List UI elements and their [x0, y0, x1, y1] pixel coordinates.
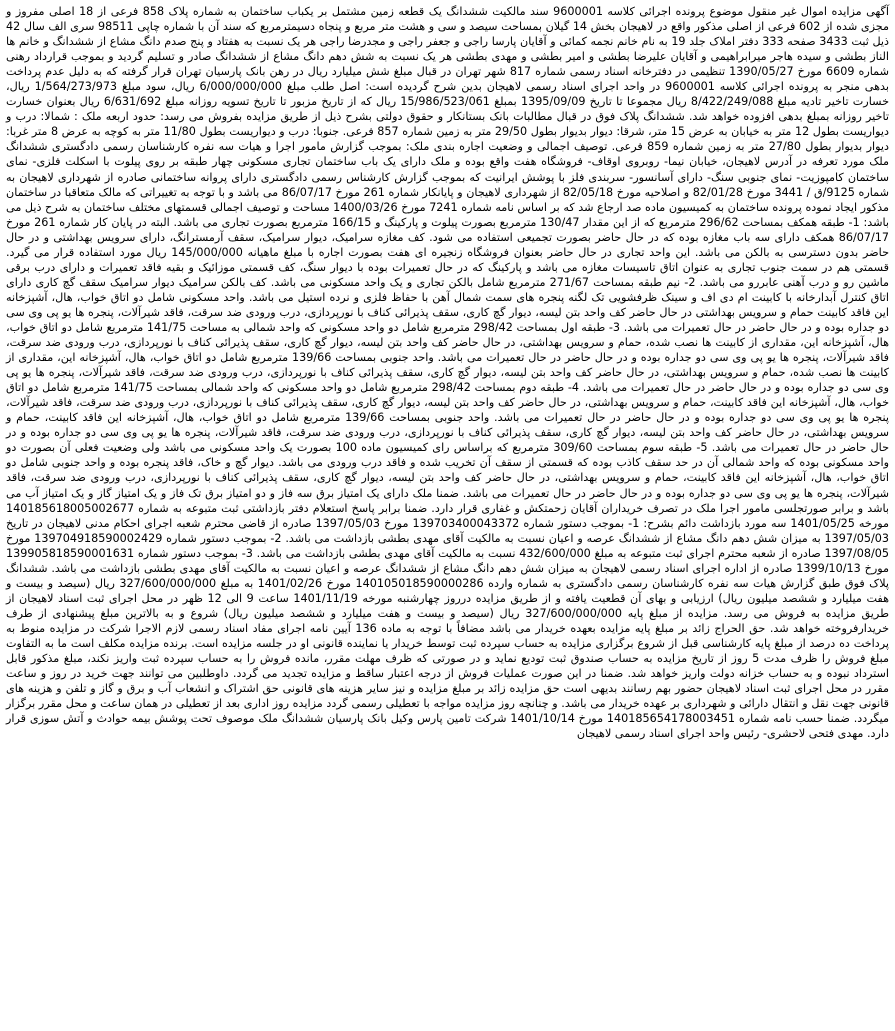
- auction-notice-text: آگهی مزایده اموال غیر منقول موضوع پرونده اجرائی کلاسه 9600001 سند مالکیت ششدانگ یک قطعه زمین مشتمل بر یکباب ساختمان به شماره پلاک 858 فرعی از 18 اصلی مفروز و مجزی شده از 602 فرعی از اصلی مذکور واقع در لاهیجان بخش 14 گیلان بمساحت سیصد و سی و هشت متر مربع و پنجاه دسیمترمربع که سند آن با شماره چاپی 98511 سری الف سال 42 ذیل ثبت 3433 صفحه 333 دفتر املاک جلد 19 به نام خانم نجمه کمائی و آقایان پارسا راجی و جعفر راجی و مجدرضا راجی هر یک نسبت به هفتاد و پنج صدم دانگ مشاع از ششدانگ و خانم ها الناز بطشی و سیده هاجر میرابراهیمی و آقایان علیرضا بطشی و امیر بطشی و مهدی بطشی هر یک نسبت به شش دهم دانگ مشاع از ششدانگ صادر و تسلیم گردید و بموجب قرارداد رهنی شماره 6609 مورخ 1390/05/27 تنظیمی در دفترخانه اسناد رسمی شماره 817 شهر تهران در قبال مبلغ شش میلیارد ریال در رهن بانک پارسیان تهران قرار گرفته که به دلیل عدم پرداخت بدهی منجر به پرونده اجرائی کلاسه 9600001 در واحد اجرای اسناد رسمی لاهیجان بدین شرح گردیده است: اصل طلب مبلغ 6/000/000/000 ریال، سود مبلغ 1/564/273/973 ریال، خسارت تاخیر تادیه مبلغ 8/422/249/088 ریال مجموعا تا تاریخ 1395/09/09 بمبلغ 15/986/523/061 ریال که از تاریخ مزبور تا تاریخ تسویه روزانه مبلغ 6/631/692 ریال بعنوان خسارت تاخیر روزانه بمبلغ بدهی افزوده خواهد شد. ششدانگ پلاک فوق در قبال مطالبات بانک بستانکار و حقوق دولتی بشرح ذیل از طریق مزایده بفروش می رسد: حدود اربعه ملک : شمالا: درب و دیواریست بطول 12 متر به خیابان به عرض 15 متر، شرقا: دیوار بدیوار بطول 29/50 متر به زمین شماره 857 فرعی. جنوبا: درب و دیواریست بطول 11/80 متر به کوچه به عرض 8 متر غربا: دیوار بدیوار بطول 27/80 متر به زمین شماره 859 فرعی. توصیف اجمالی و وضعیت اجاره بندی ملک: بموجب گزارش مامور اجرا و هیات سه نفره کارشناسان رسمی دادگستری ششدانگ ملک مورد تعرفه در آدرس لاهیجان، خیابان نیما- روبروی اوقاف- فروشگاه هفت واقع بوده و ملک دارای یک باب ساختمان تجاری مسکونی چهار طبقه بر روی پیلوت با اسکلت فلزی- نمای ساختمان کامپوزیت- نمای جنوبی سنگ- دارای آسانسور- سربندی فلز با پوشش ایرانیت که بموجب گزارش کارشناس رسمی دادگستری دارای پروانه ساختمانی صادره از شهرداری لاهیجان به شماره 9125/ق / 3441 مورخ 82/01/28 و اصلاحیه مورخ 82/05/18 از شهرداری لاهیجان و پایانکار شماره 261 مورخ 86/07/17 می باشد و با توجه به تغییراتی که مالک متعاقبا در ساختمان مذکور ایجاد نموده پرونده ساختمان به کمیسیون ماده صد ارجاع شد که بر اساس نامه شماره 7241 مورخ 1400/03/26 مساحت و توصیف اجمالی قسمتهای مختلف ساختمان به شرح ذیل می باشد: 1- طبقه همکف بمساحت 296/62 مترمربع که از این مقدار 130/47 مترمربع بصورت پیلوت و پارکینگ و 166/15 مترمربع بصورت تجاری می باشد. البته در پایان کار شماره 261 مورخ 86/07/17 همکف دارای سه باب مغازه بوده که در حال حاضر بصورت تجمیعی استفاده می شود. کف مغازه سرامیک، دیوار سرامیک، سقف آرمسترانگ، دارای سرویس بهداشتی و در حال حاضر بدون دسترسی به بالکن می باشد. این واحد تجاری در حال حاضر بعنوان فروشگاه زنجیره ای هفت بصورت اجاره با مبلغ ماهیانه 145/000/000 ریال مورد استفاده قرار می گیرد. قسمتی هم در سمت جنوب تجاری به عنوان اتاق تاسیسات مغازه می باشد و پارکینگ که در حال تعمیرات بوده با دیوار سنگ، کف قسمتی موزائیک و بقیه فاقد تعمیرات و دارای درب برقی ماشین رو و درب آهنی عابررو می باشد. 2- نیم طبقه بمساحت 271/67 مترمربع شامل بالکن تجاری و یک واحد مسکونی می باشد. کف بالکن سرامیک دیوار سرامیک سقف گچ کاری دارای اتاق کنترل آبدارخانه با کابینت ام دی اف و سینک ظرفشویی تک لگنه پنجره های سمت شمال آهن با حفاظ فلزی و نرده استیل می باشد. واحد مسکونی شامل دو اتاق خواب، هال، آشپزخانه این فاقد کابینت حمام و سرویس بهداشتی در حال حاضر کف واحد بتن لیسه، دیوار گچ کاری، سقف پذیرائی کناف با نورپردازی، درب ورودی ضد سرقت، فاقد شیرآلات، پنجره ها یو پی وی سی دو جداره بوده و در حال حاضر در حال تعمیرات می باشد. 3- طبقه اول بمساحت 298/42 مترمربع شامل دو واحد مسکونی که واحد شمالی به مساحت 141/75 مترمربع شامل دو اتاق خواب، هال، آشپزخانه این، مقداری از کابینت ها نصب شده، حمام و سرویس بهداشتی، در حال حاضر کف واحد بتن لیسه، دیوار گچ کاری، سقف پذیرائی کناف با نورپردازی، درب ورودی ضد سرقت، فاقد شیرآلات، پنجره ها یو پی وی سی دو جداره بوده و در حال حاضر در حال تعمیرات می باشد. واحد جنوبی بمساحت 139/66 مترمربع شامل دو اتاق خواب، هال، آشپزخانه این، مقداری از کابینت ها نصب شده، حمام و سرویس بهداشتی، در حال حاضر کف واحد بتن لیسه، دیوار گچ کاری، سقف پذیرائی کناف با نورپردازی، درب ورودی ضد سرقت، فاقد شیرآلات، پنجره ها یو پی وی سی دو جداره بوده و در حال حاضر در حال تعمیرات می باشد. 4- طبقه دوم بمساحت 298/42 مترمربع شامل دو واحد مسکونی که واحد شمالی بمساحت 141/75 مترمربع شامل دو اتاق خواب، هال، آشپزخانه این فاقد کابینت، حمام و سرویس بهداشتی، در حال حاضر کف واحد بتن لیسه، دیوار گچ کاری، سقف پذیرائی کناف با نورپردازی، درب ورودی ضد سرقت، فاقد شیرآلات، پنجره ها یو پی وی سی دو جداره بوده و در حال حاضر در حال تعمیرات می باشد. واحد جنوبی بمساحت 139/66 مترمربع شامل دو اتاق خواب، هال، آشپزخانه این فاقد کابینت، حمام و سرویس بهداشتی، در حال حاضر کف واحد بتن لیسه، دیوار گچ کاری، سقف پذیرائی کناف با نورپردازی، درب ورودی ضد سرقت، فاقد شیرآلات، پنجره ها یو پی وی سی دو جداره بوده و در حال حاضر در حال تعمیرات می باشد. 5- طبقه سوم بمساحت 309/60 مترمربع که براساس رای کمیسیون ماده 100 بصورت یک واحد مسکونی می باشد ولی وضعیت فعلی آن بصورت دو واحد مسکونی بوده که واحد شمالی آن در حد سقف کاذب بوده که قسمتی از سقف آن تخریب شده و فاقد درب ورودی می باشد. دیوار گچ و خاک، فاقد پنجره بوده و واحد جنوبی شامل دو اتاق خواب، هال، آشپزخانه این فاقد کابینت، حمام و سرویس بهداشتی، در حال حاضر کف واحد بتن لیسه، دیوار گچ کاری، سقف پذیرائی کناف با نورپردازی، درب ورودی ضد سرقت، فاقد شیرآلات، پنجره ها یو پی وی سی دو جداره بوده و در حال حاضر در حال تعمیرات می باشد. ضمنا ملک دارای یک امتیاز برق سه فاز و دو امتیاز برق تک فاز و یک امتیاز گاز و یک امتیاز آب می باشد و برابر صورتجلسی مامور اجرا ملک در تصرف خریداران آقایان زحمتکش و غفاری قرار دارد. ضمنا برابر پاسخ استعلام دفتر بازداشتی ثبت متبوعه به شماره 140185618005002677 مورخه 1401/05/25 سه مورد بازداشت دائم بشرح: 1- بموجب دستور شماره 139703400043372 مورخ 1397/05/03 صادره از قاضی محترم شعبه اجرای احکام مدنی لاهیجان در تاریخ 1397/05/03 به میزان شش دهم دانگ مشاع از ششدانگ عرصه و اعیان نسبت به مالکیت آقای مهدی بطشی بازداشت می باشد. 2- بموجب دستور شماره 139704918590002429 مورخ 1397/08/05 صادره از شعبه محترم اجرای ثبت متبوعه به مبلغ 432/600/000 نسبت به مالکیت آقای مهدی بطشی بازداشت می باشد. 3- بموجب دستور شماره 139905818590001631 مورخ 1399/10/13 صادره از اداره اجرای اسناد رسمی لاهیجان به میزان شش دهم دانگ مشاع از ششدانگ عرصه و اعیان نسبت به مالکیت آقای مهدی بطشی بازداشت می باشد. ششدانگ پلاک فوق طبق گزارش هیات سه نفره کارشناسان رسمی دادگستری به شماره وارده 140105018590000286 مورخ 1401/02/26 به مبلغ 327/600/000/000 ریال (سیصد و بیست و هفت میلیارد و ششصد میلیون ریال) ارزیابی و بهای آن قطعیت یافته و از طریق مزایده درروز چهارشنبه مورخه 1401/11/19 ساعت 9 الی 12 ظهر در محل اجرای ثبت اسناد لاهیجان از طریق مزایده به فروش می رسد. مزایده از مبلغ پایه 327/600/000/000 ریال (سیصد و بیست و هفت میلیارد و ششصد میلیون ریال) شروع و به بالاترین مبلغ پیشنهادی از طرف خریدارفروخته خواهد شد. حق الحراج زائد بر مبلغ پایه مزایده بعهده خریدار می باشد مضافاً با توجه به ماده 136 آیین نامه اجرای مفاد اسناد رسمی لازم الاجرا شرکت در مزایده منوط به پرداخت ده درصد از مبلغ پایه کارشناسی قبل از شروع برگزاری مزایده به حساب سپرده ثبت توسط خریدار یا نماینده قانونی او در جلسه مزایده است. برنده مزایده مکلف است ما به التفاوت مبلغ فروش را ظرف مدت 5 روز از تاریخ مزایده به حساب صندوق ثبت تودیع نماید و در صورتی که ظرف مهلت مقرر، مانده فروش را به حساب سپرده ثبت واریز نکند، مبلغ مذکور قابل استرداد نبوده و به حساب خزانه دولت واریز خواهد شد. ضمنا در این صورت عملیات فروش از درجه اعتبار ساقط و مزایده تجدید می گردد. داوطلبین می توانند جهت خرید در روز و ساعت مقرر در محل اجرای ثبت اسناد لاهیجان حضور بهم رسانند بدیهی است حق مزایده زائد بر مبلغ مزایده و نیز سایر هزینه های قانونی حق اشتراک و انشعاب آب و برق و گاز و تلفن و هزینه های قانونی جهت نقل و انتقال دارائی و شهرداری بر عهده خریدار می باشد. و چنانچه روز مزایده مواجه با تعطیلی رسمی گردد مزایده روز اداری بعد از تعطیلی در همان ساعت و محل مقرر برگزار میگردد. ضمنا حسب نامه شماره 140185654178003451 مورخ 1401/10/14 شرکت تامین پارس وکیل بانک پارسیان ششدانگ ملک موصوف تحت پوشش بیمه حوادث و آتش سوزی قرار دارد. مهدی فتحی لاحشری- رئیس واحد اجرای اسناد رسمی لاهیجان: [6, 5, 890, 741]
